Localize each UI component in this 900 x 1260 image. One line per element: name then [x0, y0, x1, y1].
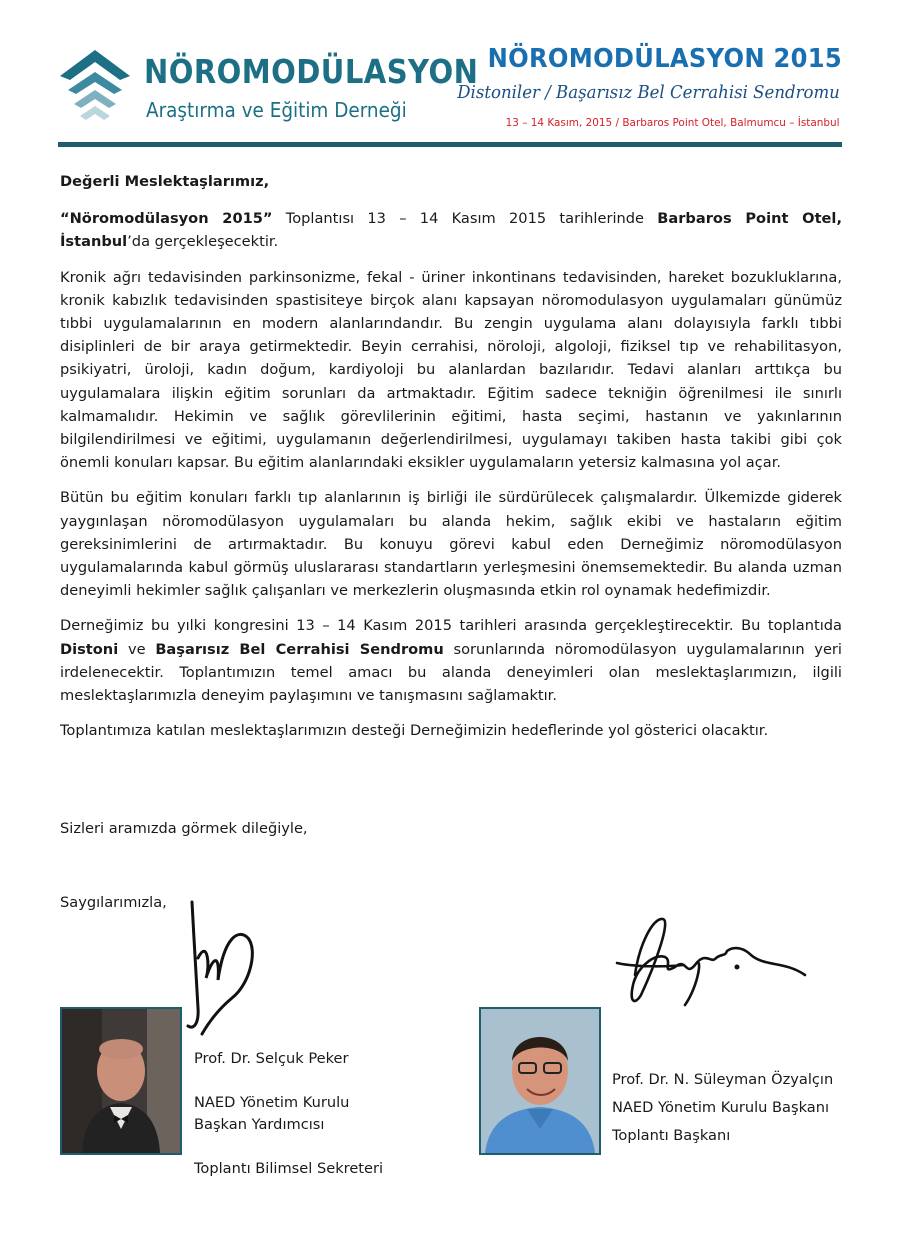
signatory-role: Toplantı Başkanı [612, 1127, 731, 1144]
p4-text: Derneğimiz bu yılki kongresini 13 – 14 Kasım 2015 tarihleri arasında gerçekleştirecektir. Bu toplantıda [60, 617, 842, 635]
signatory-peker [194, 1048, 383, 1186]
signatory-name: Prof. Dr. N. Süleyman Özyalçın [612, 1071, 834, 1088]
regards-line: Saygılarımızla, [60, 894, 167, 911]
paragraph-4 [60, 614, 842, 707]
event-subtitle: Distoniler / Başarısız Bel Cerrahisi Sendromu [457, 82, 840, 103]
signatory-name: Prof. Dr. Selçuk Peker [194, 1050, 349, 1067]
p4-and: ve [118, 640, 156, 658]
topic-bbcs: Başarısız Bel Cerrahisi Sendromu [155, 640, 444, 658]
paragraph-3: Bütün bu eğitim konuları farklı tıp alanlarının iş birliği ile sürdürülecek çalışmalardır. Ülkemizde giderek yaygınlaşan nöromodülasyon uygulamaları bu alanda hekim, sağlık ekibi ve hastaların eğitim gereksinimlerini de artırmaktadır. Bu konuyu görevi kabul eden Derneğimiz nöromodülasyon uygulamalarında kabul görmüş uluslararası standartların yerleşmesini önemsemektedir. Bu alanda uzman deneyimli hekimler sağlık çalışanları ve merkezlerin oluşmasında etkin rol oynamak hedefimizdir. [60, 489, 842, 600]
paragraph-1 [60, 207, 842, 253]
portrait-ozyalcin [479, 1007, 601, 1155]
signature-peker-icon [180, 898, 280, 1038]
p1-text-end: ’da gerçekleşecektir. [127, 233, 279, 251]
event-date: 13 – 14 Kasım, 2015 / Barbaros Point Otel, Balmumcu – İstanbul [506, 116, 840, 129]
signatory-ozyalcin [612, 1069, 833, 1153]
paragraph-2: Kronik ağrı tedavisinden parkinsonizme, fekal - üriner inkontinans tedavisinden, hareket bozukluklarına, kronik kabızlık tedavisinden spastisiteye birçok alanı kapsayan nöromodulasyon uygulamaları günümüz tıbbi uygulamalarının en modern alanlarındandır. Bu zengin uygulama alanı dolayısıyla farklı tıbbi disiplinleri de bir araya getirmektedir. Beyin cerrahisi, nöroloji, algoloji, fiziksel tıp ve rehabilitasyon, psikiyatri, üroloji, kadın doğum, kardiyoloji bu alanlardan bazılarıdır. Tedavi alanları arttıkça bu uygulamalara ilişkin eğitim sorunları da artmaktadır. Eğitim sadece tekniğin öğrenilmesi ile sınırlı kalmamalıdır. Hekimin ve sağlık görevlilerinin eğitimi, hasta seçimi, hastanın ve yakınlarının bilgilendirilmesi ve eğitimi, uygulamanın değerlendirilmesi, uygulamayı takiben hasta takibi gibi çok önemli konuları kapsar. Bu eğitim alanlarındaki eksikler uygulamaların yetersiz kalmasına yol açar. [60, 268, 842, 472]
meeting-name: “Nöromodülasyon 2015” [60, 210, 273, 228]
signatory-role: NAED Yönetim Kurulu [194, 1094, 350, 1111]
venue: Barbaros Point Otel, İstanbul [60, 210, 842, 251]
portrait-peker [60, 1007, 182, 1155]
chevron-emblem-icon [58, 46, 132, 130]
event-title: NÖROMODÜLASYON 2015 [487, 44, 842, 74]
topic-distoni: Distoni [60, 640, 119, 658]
signatory-role: Başkan Yardımcısı [194, 1116, 325, 1133]
header-divider [58, 142, 842, 147]
org-subtitle: Araştırma ve Eğitim Derneği [146, 98, 407, 122]
p1-text: Toplantısı 13 – 14 Kasım 2015 tarihlerinde [272, 210, 658, 228]
p4-text-end: sorunlarında nöromodülasyon uygulamalarının yeri irdelenecektir. Toplantımızın temel amacı bu alanda deneyimleri olan meslektaşlarımızın, ilgili meslektaşlarımızla deneyim paylaşımını ve tanışmasını sağlamaktır. [60, 640, 842, 705]
closing-line: Sizleri aramızda görmek dileğiyle, [60, 820, 308, 837]
paragraph-5: Toplantımıza katılan meslektaşlarımızın desteği Derneğimizin hedeflerinde yol gösterici olacaktır. [60, 722, 769, 740]
org-name: NÖROMODÜLASYON [144, 52, 479, 91]
person-photo-icon [481, 1009, 599, 1153]
person-photo-icon [62, 1009, 180, 1153]
letter-body [60, 170, 842, 754]
org-logo [58, 40, 479, 135]
greeting: Değerli Meslektaşlarımız, [60, 173, 270, 190]
signature-ozyalcin-icon [615, 905, 815, 1015]
signatory-role: Toplantı Bilimsel Sekreteri [194, 1160, 384, 1177]
signatory-role: NAED Yönetim Kurulu Başkanı [612, 1099, 830, 1116]
